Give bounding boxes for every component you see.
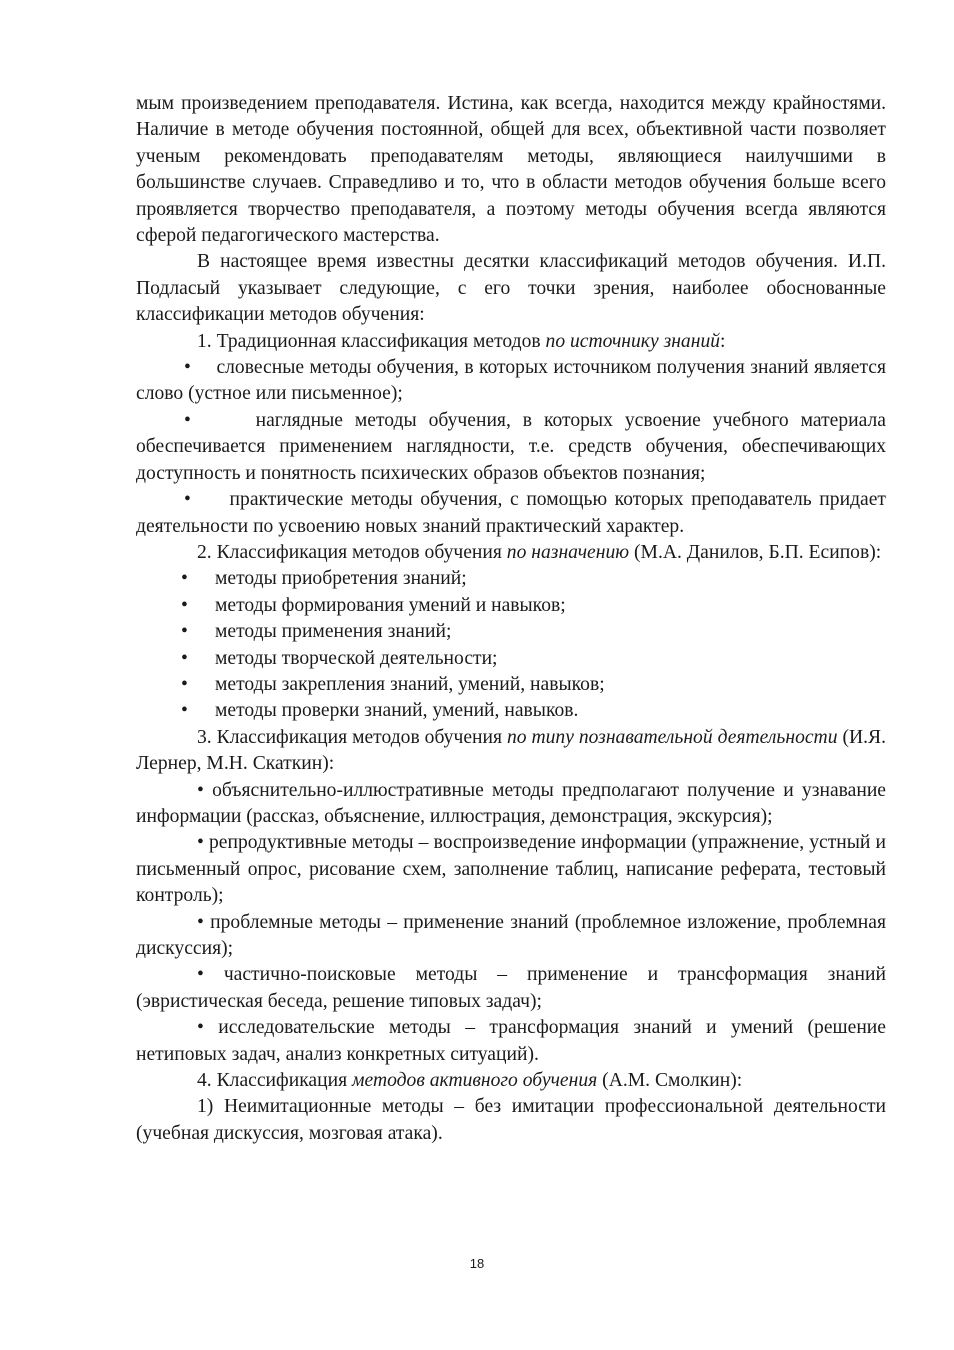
list-item: [136, 962, 886, 1015]
bullet-icon: •: [181, 568, 188, 590]
heading-tail: (А.М. Смолкин):: [597, 1070, 743, 1092]
list-item: [136, 672, 886, 698]
list-item-text: репродуктивные методы – воспроизведение информации (упражнение, устный и письменный опрос, рисование схем, заполнение таблиц, написание реферата, тестовый контроль);: [136, 832, 886, 907]
heading-text: 4. Классификация: [197, 1070, 352, 1092]
list-item-text: проблемные методы – применение знаний (проблемное изложение, проблемная дискуссия);: [136, 911, 887, 959]
heading-tail: (М.А. Данилов, Б.П. Есипов):: [629, 541, 882, 563]
list-item: [136, 408, 886, 487]
bullet-icon: •: [181, 594, 188, 616]
list-item: [136, 778, 886, 831]
list-item-text: методы проверки знаний, умений, навыков.: [215, 700, 579, 722]
bullet-icon: •: [197, 779, 204, 801]
list-item: [136, 1015, 886, 1068]
list-item: [136, 646, 886, 672]
heading-text: 1. Традиционная классификация методов: [197, 330, 546, 352]
paragraph-intro: В настоящее время известны десятки классификаций методов обучения. И.П. Подласый указывает следующие, с его точки зрения, наиболее обоснованные классификации методов обучения:: [136, 251, 886, 326]
bullet-icon: •: [197, 1017, 204, 1039]
bullet-icon: •: [181, 647, 188, 669]
list-item-text: методы закрепления знаний, умений, навыков;: [215, 673, 605, 695]
bullet-icon: •: [184, 409, 191, 431]
list-item: [136, 593, 886, 619]
list-item-text: объяснительно-иллюстративные методы предполагают получение и узнавание информации (рассказ, объяснение, иллюстрация, демонстрация, экскурсия);: [136, 779, 887, 827]
bullet-icon: •: [197, 832, 204, 854]
numbered-item: 1) Неимитационные методы – без имитации профессиональной деятельности (учебная дискуссия, мозговая атака).: [136, 1096, 886, 1144]
classification-1-heading: [136, 329, 886, 355]
list-item: [136, 830, 886, 909]
heading-emphasis: по источнику знаний: [545, 330, 721, 352]
heading-tail: (И.Я. Лернер, М.Н. Скаткин):: [136, 726, 886, 775]
list-item: [136, 910, 886, 963]
list-item: [136, 698, 886, 724]
list-item-text: частично-поисковые методы – применение и трансформация знаний (эвристическая беседа, решение типовых задач);: [136, 964, 887, 1012]
classification-4-heading: [136, 1068, 886, 1094]
list-item-text: практические методы обучения, с помощью которых преподаватель придает деятельности по усвоению новых знаний практический характер.: [136, 489, 886, 537]
bullet-icon: •: [181, 621, 188, 643]
bullet-icon: •: [184, 489, 191, 511]
list-item-text: словесные методы обучения, в которых источником получения знаний является слово (устное или письменное);: [136, 357, 887, 405]
heading-text: 3. Классификация методов обучения: [197, 726, 507, 748]
heading-tail: :: [720, 330, 726, 352]
page-body: [136, 91, 886, 1147]
bullet-icon: •: [197, 911, 204, 933]
list-item-text: исследовательские методы – трансформация знаний и умений (решение нетиповых задач, анализ конкретных ситуаций).: [136, 1017, 886, 1065]
list-item-text: методы приобретения знаний;: [215, 568, 467, 590]
list-item: [136, 566, 886, 592]
bullet-icon: •: [181, 673, 188, 695]
list-item: [136, 619, 886, 645]
heading-emphasis: по назначению: [506, 541, 630, 563]
heading-emphasis: по типу познавательной деятельности: [506, 726, 838, 748]
bullet-icon: •: [181, 700, 188, 722]
list-item: [136, 487, 886, 540]
paragraph-continuation: мым произведением преподавателя. Истина, как всегда, находится между крайностями. Наличие в методе обучения постоянной, общей для всех, объективной части позволяет ученым рекомендовать преподавателям методы, являющиеся наилучшими в большинстве случаев. Справедливо и то, что в области методов обучения больше всего проявляется творчество преподавателя, а поэтому методы обучения всегда являются сферой педагогического мастерства.: [136, 93, 886, 247]
bullet-icon: •: [197, 964, 204, 986]
page-number: 18: [469, 1256, 485, 1271]
list-item-text: наглядные методы обучения, в которых усвоение учебного материала обеспечивается применением наглядности, т.е. средств обучения, обеспечивающих доступность и понятность психических образов объектов познания;: [136, 409, 886, 484]
classification-3-heading: [136, 725, 886, 778]
bullet-icon: •: [184, 357, 191, 379]
classification-2-heading: [136, 540, 886, 566]
list-item-text: методы творческой деятельности;: [215, 647, 498, 669]
list-item-text: методы формирования умений и навыков;: [215, 594, 566, 616]
list-item: [136, 355, 886, 408]
heading-emphasis: методов активного обучения: [352, 1070, 598, 1092]
list-item-text: методы применения знаний;: [215, 621, 452, 643]
heading-text: 2. Классификация методов обучения: [197, 541, 507, 563]
